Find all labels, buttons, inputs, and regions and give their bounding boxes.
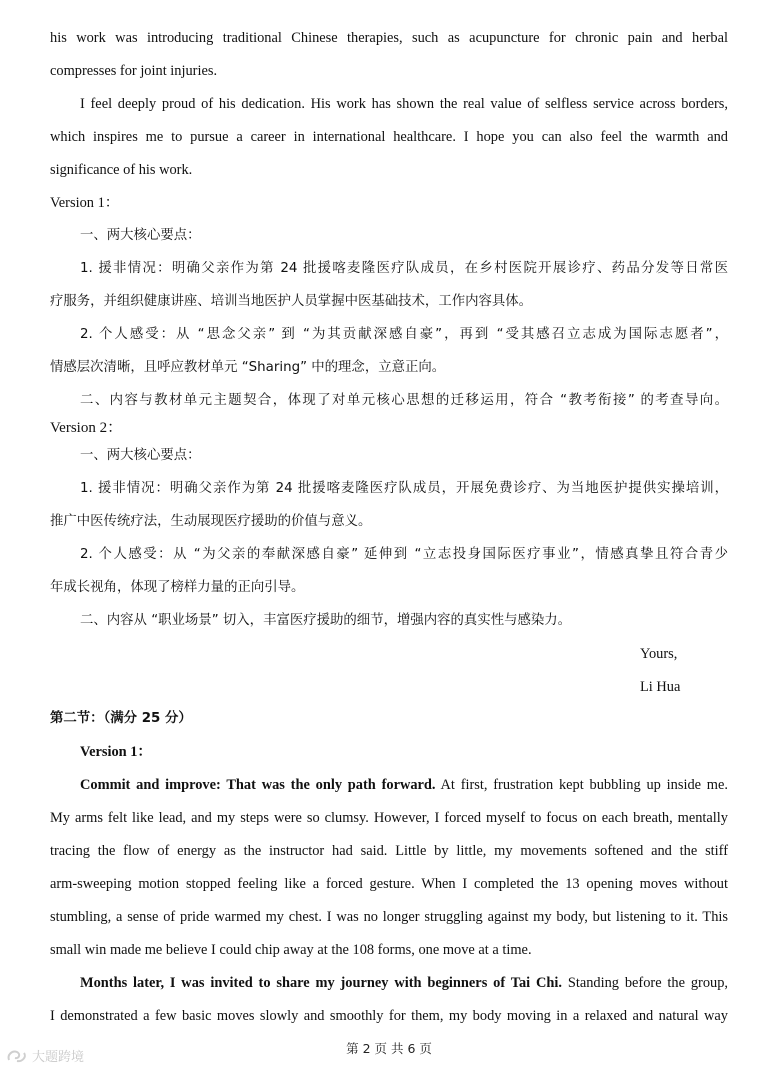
body-line: which inspires me to pursue a career in international healthcare. I hope you can also feel the warmth and [50, 129, 728, 145]
watermark [6, 1046, 84, 1065]
essay-line: tracing the flow of energy as the instructor had said. Little by little, my movements softened and the stiff [50, 843, 728, 859]
swirl-logo-icon [6, 1048, 28, 1064]
signoff-name: Li Hua [640, 679, 681, 695]
section-heading: 第二节：（满分 25 分） [50, 711, 192, 726]
version-heading: Version 1： [50, 195, 120, 211]
essay-line: My arms felt like lead, and my steps were so clumsy. However, I forced myself to focus on each breath, mentally [50, 810, 728, 826]
comment-line: 1. 援非情况：明确父亲作为第 24 批援喀麦隆医疗队成员，在乡村医院开展诊疗、药品分发等日常医 [80, 261, 728, 276]
comment-line: 疗服务，并组织健康讲座、培训当地医护人员掌握中医基础技术，工作内容具体。 [50, 294, 533, 309]
comment-line: 一、两大核心要点： [80, 228, 201, 243]
comment-line: 一、两大核心要点： [80, 448, 201, 463]
comment-line: 1. 援非情况：明确父亲作为第 24 批援喀麦隆医疗队成员，开展免费诊疗、为当地医护提供实操培训， [80, 481, 728, 496]
body-line: I feel deeply proud of his dedication. His work has shown the real value of selfless service across borders, [80, 96, 728, 112]
essay-text: Standing before the group, [562, 975, 728, 991]
essay-bold-lead: Commit and improve: That was the only path forward. [80, 777, 436, 793]
essay-line: small win made me believe I could chip away at the 108 forms, one move at a time. [50, 942, 532, 958]
essay-line: I demonstrated a few basic moves slowly and smoothly for them, my body moving in a relaxed and natural way [50, 1008, 728, 1024]
essay-line: arm-sweeping motion stopped feeling like a forced gesture. When I completed the 13 opening moves without [50, 876, 728, 892]
signoff-yours: Yours, [640, 646, 678, 662]
comment-line: 二、内容与教材单元主题契合，体现了对单元核心思想的迁移运用，符合 “教考衔接” 的考查导向。 [80, 393, 728, 408]
version-heading: Version 1： [80, 744, 152, 760]
comment-line: 推广中医传统疗法，生动展现医疗援助的价值与意义。 [50, 514, 372, 529]
page-number: 第 2 页 共 6 页 [346, 1041, 432, 1056]
body-line: his work was introducing traditional Chinese therapies, such as acupuncture for chronic pain and herbal [50, 30, 728, 46]
comment-line: 二、内容从 “职业场景” 切入，丰富医疗援助的细节，增强内容的真实性与感染力。 [80, 613, 572, 628]
comment-line: 情感层次清晰，且呼应教材单元 “Sharing” 中的理念，立意正向。 [50, 360, 446, 375]
essay-line [80, 973, 728, 993]
essay-text: At first, frustration kept bubbling up inside me. [435, 777, 728, 793]
comment-line: 年成长视角，体现了榜样力量的正向引导。 [50, 580, 305, 595]
body-line: significance of his work. [50, 162, 193, 178]
essay-line [80, 775, 728, 795]
essay-bold-lead: Months later, I was invited to share my journey with beginners of Tai Chi. [80, 975, 562, 991]
version-heading: Version 2： [50, 420, 123, 436]
essay-line: stumbling, a sense of pride warmed my chest. I was no longer struggling against my body, but listening to it. This [50, 909, 728, 925]
comment-line: 2. 个人感受：从 “为父亲的奉献深感自豪” 延伸到 “立志投身国际医疗事业”，情感真挚且符合青少 [80, 547, 728, 562]
body-line: compresses for joint injuries. [50, 63, 218, 79]
watermark-text: 大题跨境 [32, 1050, 85, 1065]
comment-line: 2. 个人感受：从 “思念父亲” 到 “为其贡献深感自豪”，再到 “受其感召立志成为国际志愿者”， [80, 327, 728, 342]
